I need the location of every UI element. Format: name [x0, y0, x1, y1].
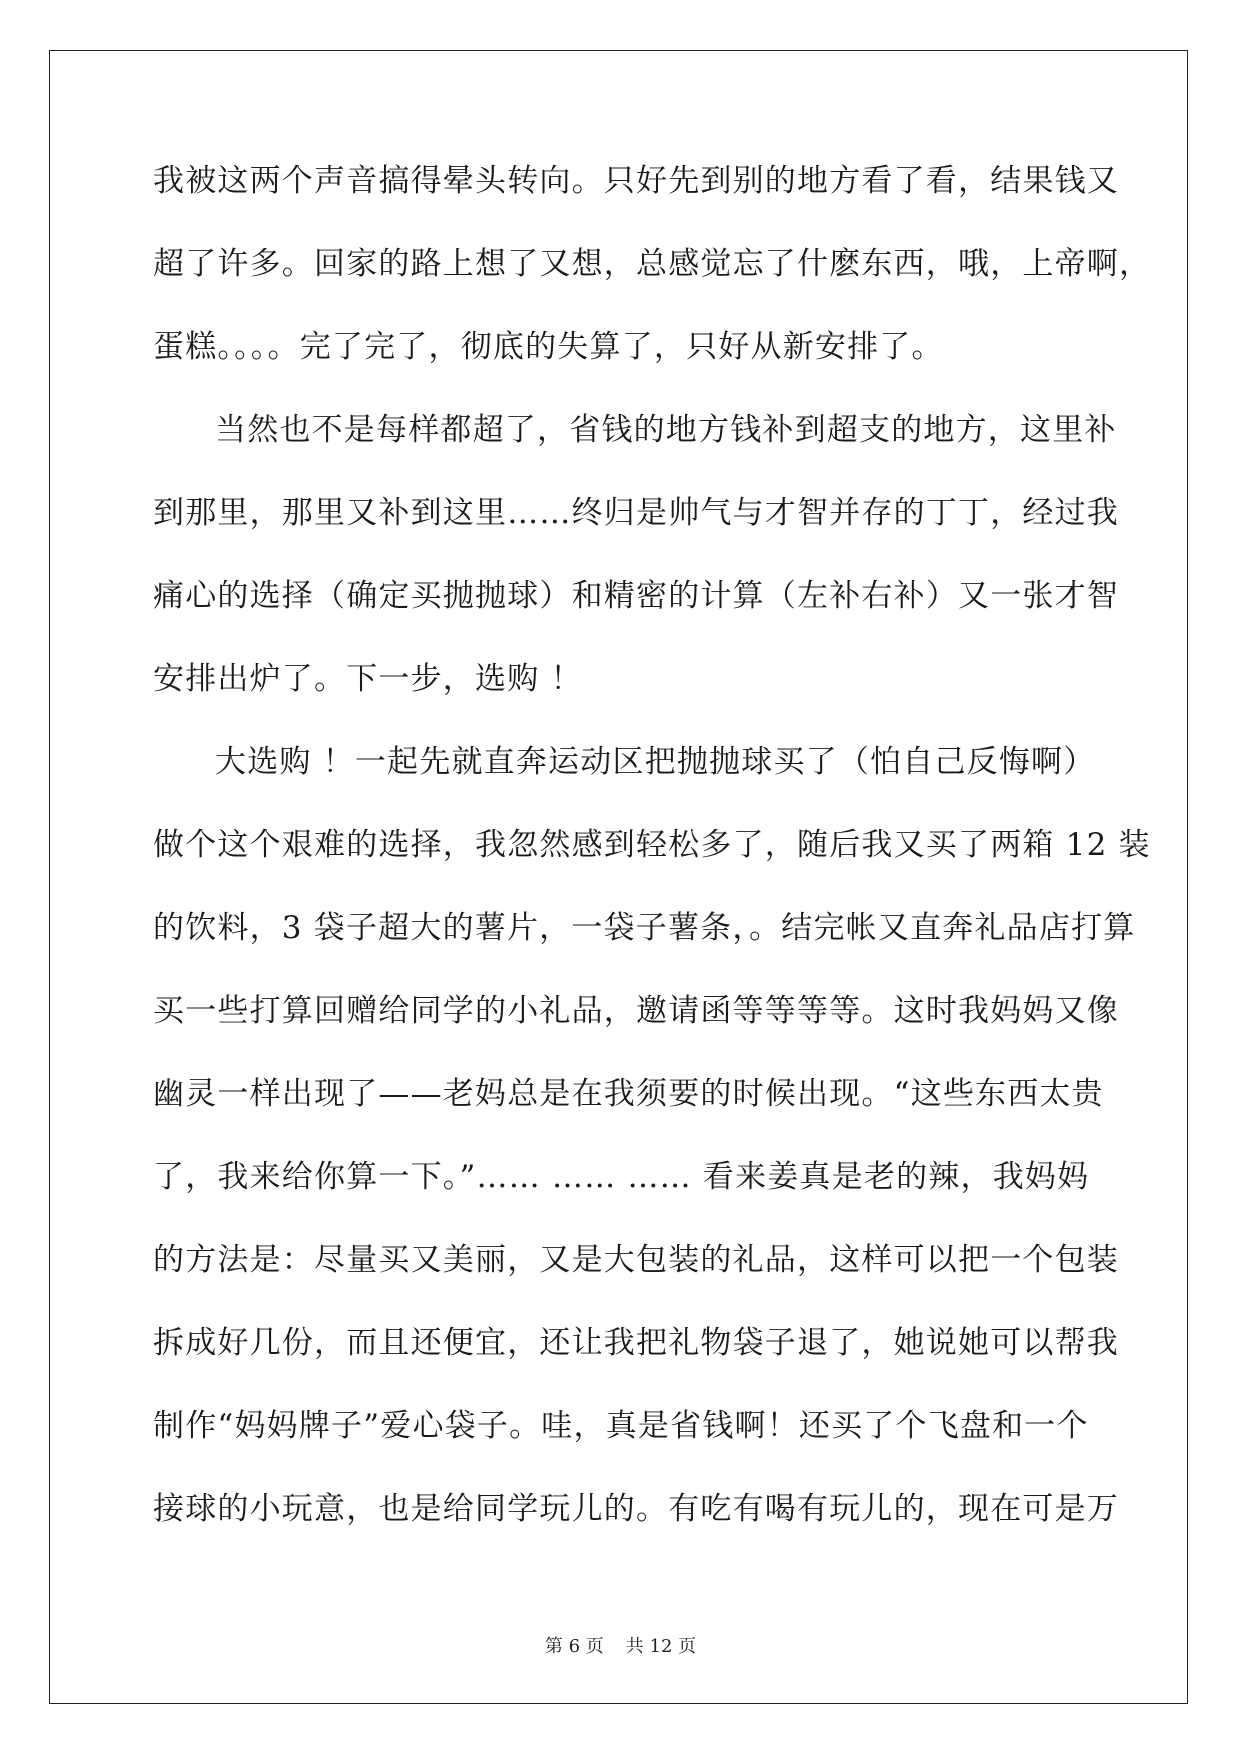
text-line: 幽灵一样出现了——老妈总是在我须要的时候出现。“这些东西太贵 [153, 1076, 1104, 1112]
text-line: 做个这个艰难的选择，我忽然感到轻松多了，随后我又买了两箱 12 装 [153, 827, 1151, 863]
text-line: 超了许多。回家的路上想了又想，总感觉忘了什麽东西，哦，上帝啊， [153, 246, 1152, 282]
text-line: 制作“妈妈牌子”爱心袋子。哇，真是省钱啊！还买了个飞盘和一个 [153, 1408, 1089, 1444]
text-line: 痛心的选择（确定买抛抛球）和精密的计算（左补右补）又一张才智 [153, 578, 1119, 614]
text-line: 安排出炉了。下一步，选购 ！ [153, 661, 583, 697]
text-line: 到那里，那里又补到这里……终归是帅气与才智并存的丁丁，经过我 [153, 495, 1119, 531]
paragraph-start-line: 当然也不是每样都超了，省钱的地方钱补到超支的地方，这里补 [215, 412, 1117, 448]
page-total: 共 12 页 [625, 1636, 697, 1657]
document-body [153, 163, 1152, 1574]
text-line: 拆成好几份，而且还便宜，还让我把礼物袋子退了，她说她可以帮我 [153, 1325, 1119, 1361]
text-line: 买一些打算回赠给同学的小礼品，邀请函等等等等。这时我妈妈又像 [153, 993, 1119, 1029]
text-line: 了，我来给你算一下。”…… …… …… 看来姜真是老的辣，我妈妈 [153, 1159, 1090, 1195]
text-line: 接球的小玩意，也是给同学玩儿的。有吃有喝有玩儿的，现在可是万 [153, 1491, 1119, 1527]
page-number: 第 6 页 [544, 1636, 604, 1657]
text-line: 蛋糕。。。。完了完了，彻底的失算了，只好从新安排了。 [153, 329, 944, 365]
paragraph-start-line: 大选购 ！一起先就直奔运动区把抛抛球买了（怕自己反悔啊） [215, 744, 1096, 780]
text-line: 的方法是：尽量买又美丽，又是大包装的礼品，这样可以把一个包装 [153, 1242, 1119, 1278]
text-line: 我被这两个声音搞得晕头转向。只好先到别的地方看了看，结果钱又 [153, 163, 1119, 199]
page-footer [0, 1632, 1241, 1658]
text-line: 的饮料，3 袋子超大的薯片，一袋子薯条，。结完帐又直奔礼品店打算 [153, 910, 1136, 946]
